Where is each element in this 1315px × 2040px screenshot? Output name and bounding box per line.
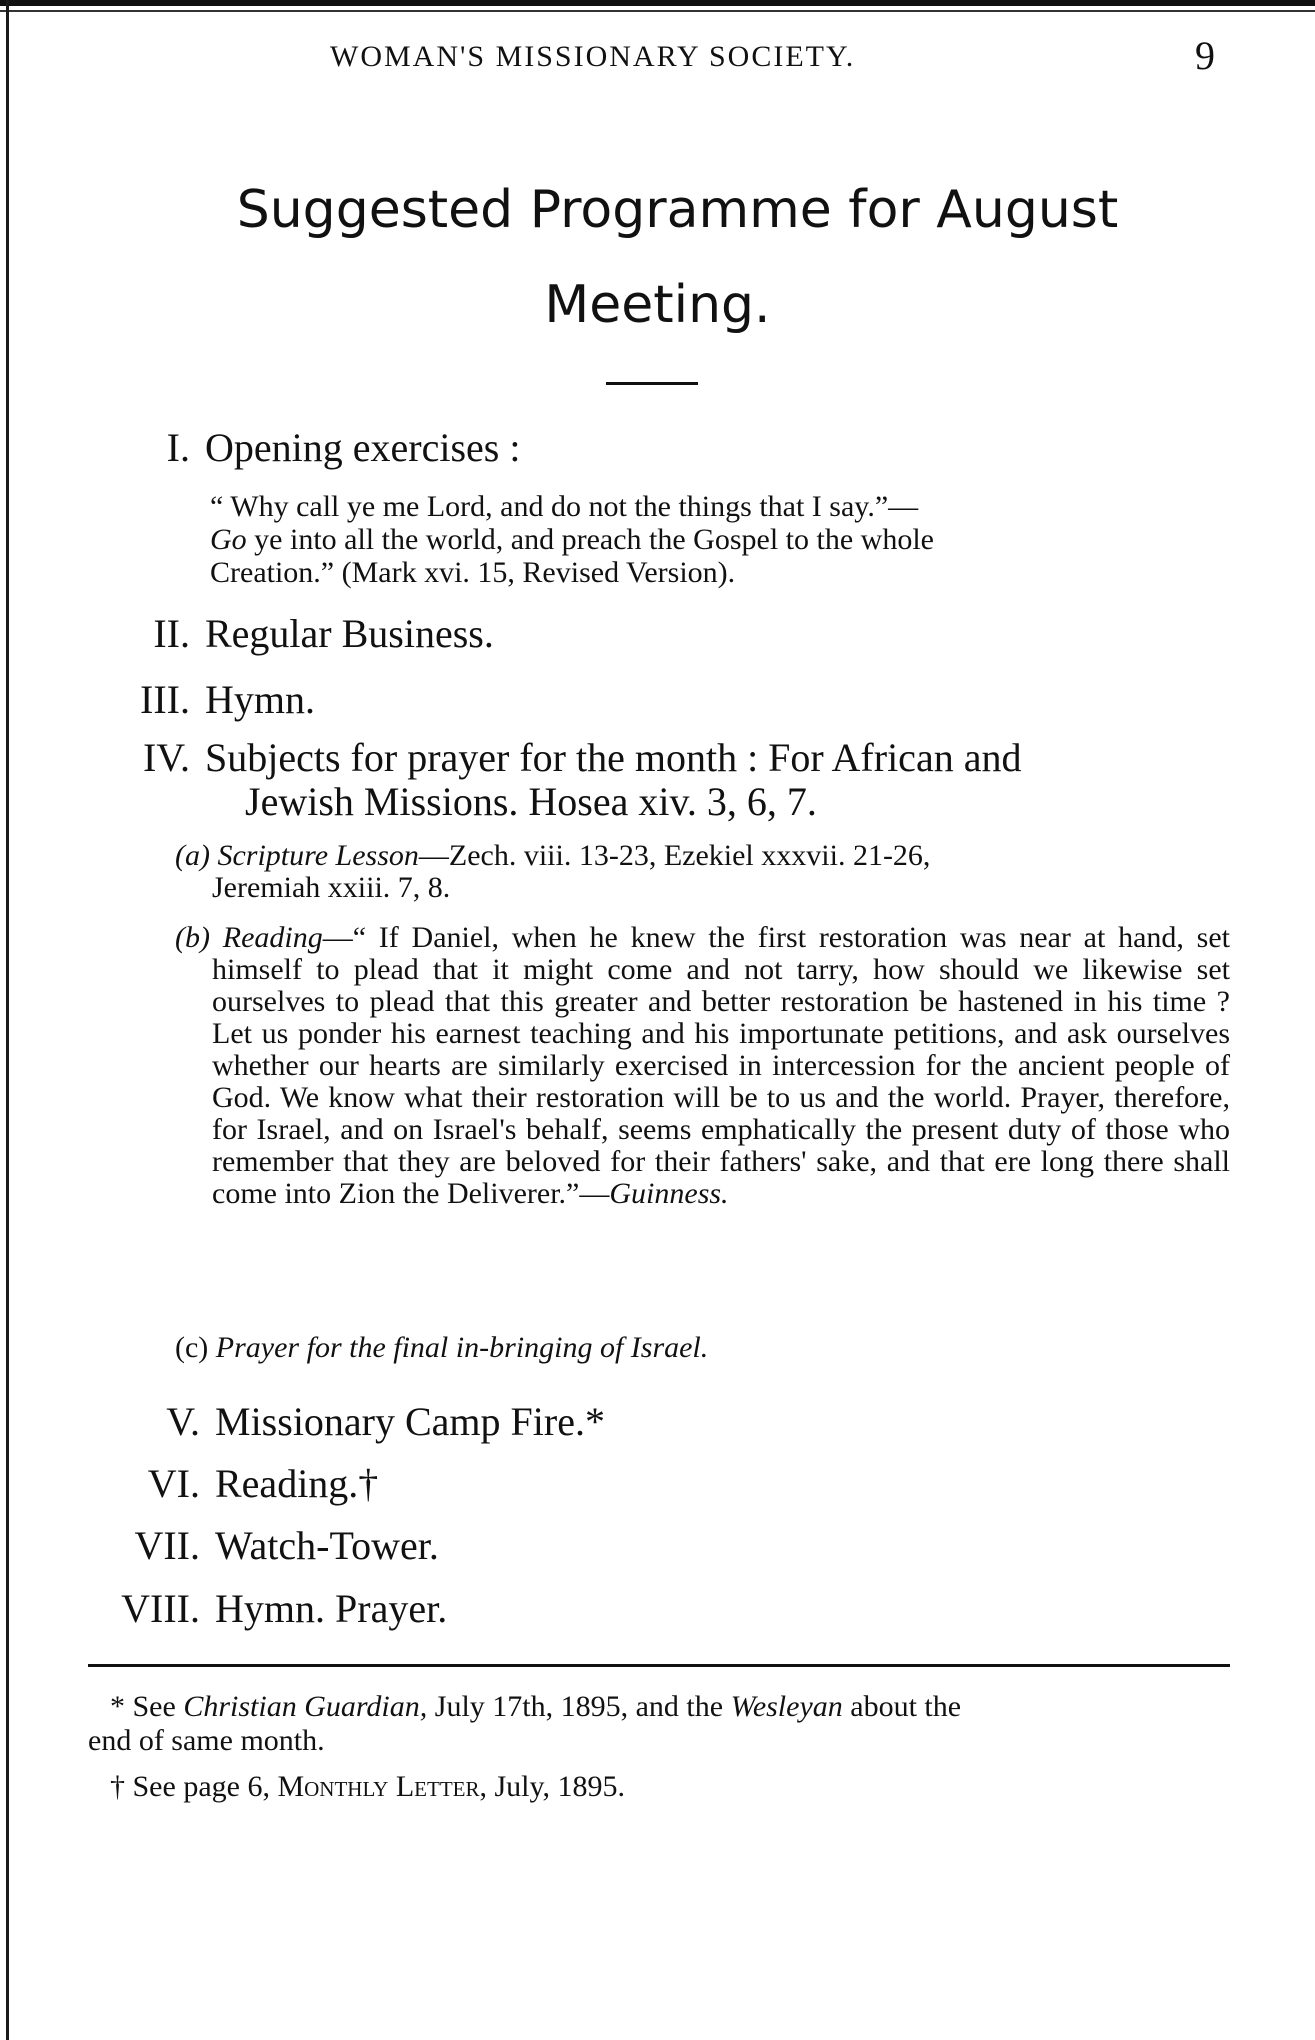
quote-italic-word: Go: [210, 523, 247, 556]
subitem-prayer: [175, 1332, 1230, 1364]
subitem-text: —Zech. viii. 13-23, Ezekiel xxxvii. 21-26,: [418, 839, 931, 872]
item-text: Hymn. Prayer.: [215, 1586, 448, 1631]
footnote-journal: Christian Guardian,: [183, 1690, 428, 1723]
item-numeral: IV.: [142, 735, 190, 780]
item-text: Reading.†: [215, 1461, 379, 1506]
subitem-text: Prayer for the final in-bringing of Israel.: [215, 1331, 709, 1364]
item-numeral: I.: [166, 425, 190, 470]
subitem-label: (c): [175, 1331, 209, 1364]
footnote-suffix: , July, 1895.: [479, 1770, 626, 1803]
opening-scripture-quote: [210, 490, 1230, 589]
subitem-reading: [175, 922, 1230, 1210]
quote-line: “ Why call ye me Lord, and do not the things that I say.”—: [210, 490, 919, 523]
item-text: Subjects for prayer for the month : For African and: [205, 735, 1022, 780]
item-text: Opening exercises :: [205, 425, 521, 470]
footnote-star: [88, 1690, 1230, 1758]
item-text: Missionary Camp Fire.*: [215, 1399, 605, 1444]
footnote-line: [88, 1690, 1230, 1724]
quote-line-rest: ye into all the world, and preach the Gospel to the whole: [246, 523, 934, 556]
footnote-letter: Monthly Letter: [277, 1770, 480, 1803]
quote-line: Creation.” (Mark xvi. 15, Revised Version).: [210, 556, 736, 589]
running-head: WOMAN'S MISSIONARY SOCIETY.: [330, 40, 856, 73]
item-numeral: V.: [166, 1399, 200, 1444]
top-border-rule: [0, 0, 1315, 14]
item-text: Hymn.: [205, 677, 315, 722]
subitem-label: (a) Scripture Lesson: [175, 839, 419, 872]
footnote-divider: [88, 1664, 1230, 1667]
footnote-dagger: [110, 1770, 625, 1804]
item-text: Regular Business.: [205, 611, 494, 656]
item-numeral: VI.: [147, 1461, 200, 1506]
item-numeral: II.: [153, 611, 190, 656]
subitem-text-continued: Jeremiah xxiii. 7, 8.: [212, 871, 451, 904]
subitem-text: —“ If Daniel, when he knew the first restoration was near at hand, set himself to plead that it might come and not tarry, how should we likewise set ourselves to plead that this greater and better restoration be hastened in his time ? Let us ponder his earnest teaching and his importunate petitions, and ask ourselves whether our hearts are similarly exercised in intercession for the ancient people of God. We know what their restoration will be to us and the world. Prayer, therefore, for Israel, and on Israel's behalf, seems emphatically the present duty of those who remember that they are beloved for their fathers' sake, and that ere long there shall come into Zion the Deliverer.”—: [212, 921, 1230, 1210]
footnote-prefix: † See page 6,: [110, 1770, 278, 1803]
reading-author: Guinness.: [609, 1177, 729, 1210]
footnote-prefix: * See: [110, 1690, 184, 1723]
item-numeral: VIII.: [121, 1586, 200, 1631]
subitem-label: (b) Reading: [175, 921, 323, 954]
item-text: Jewish Missions. Hosea xiv. 3, 6, 7.: [245, 779, 817, 824]
item-numeral: III.: [140, 677, 190, 722]
page-title-line-2: Meeting.: [544, 275, 771, 335]
title-divider: [606, 382, 698, 385]
item-numeral: VII.: [134, 1523, 200, 1568]
footnote-line: end of same month.: [88, 1724, 325, 1757]
footnote-paper: Wesleyan: [730, 1690, 843, 1723]
page-title-line-1: Suggested Programme for August: [236, 180, 1119, 240]
item-text: Watch-Tower.: [215, 1523, 439, 1568]
quote-line: [210, 523, 1230, 556]
subitem-scripture-lesson: [175, 840, 1230, 904]
footnote-suffix: about the: [842, 1690, 962, 1723]
page-number: 9: [1195, 33, 1215, 78]
footnote-middle: July 17th, 1895, and the: [427, 1690, 731, 1723]
